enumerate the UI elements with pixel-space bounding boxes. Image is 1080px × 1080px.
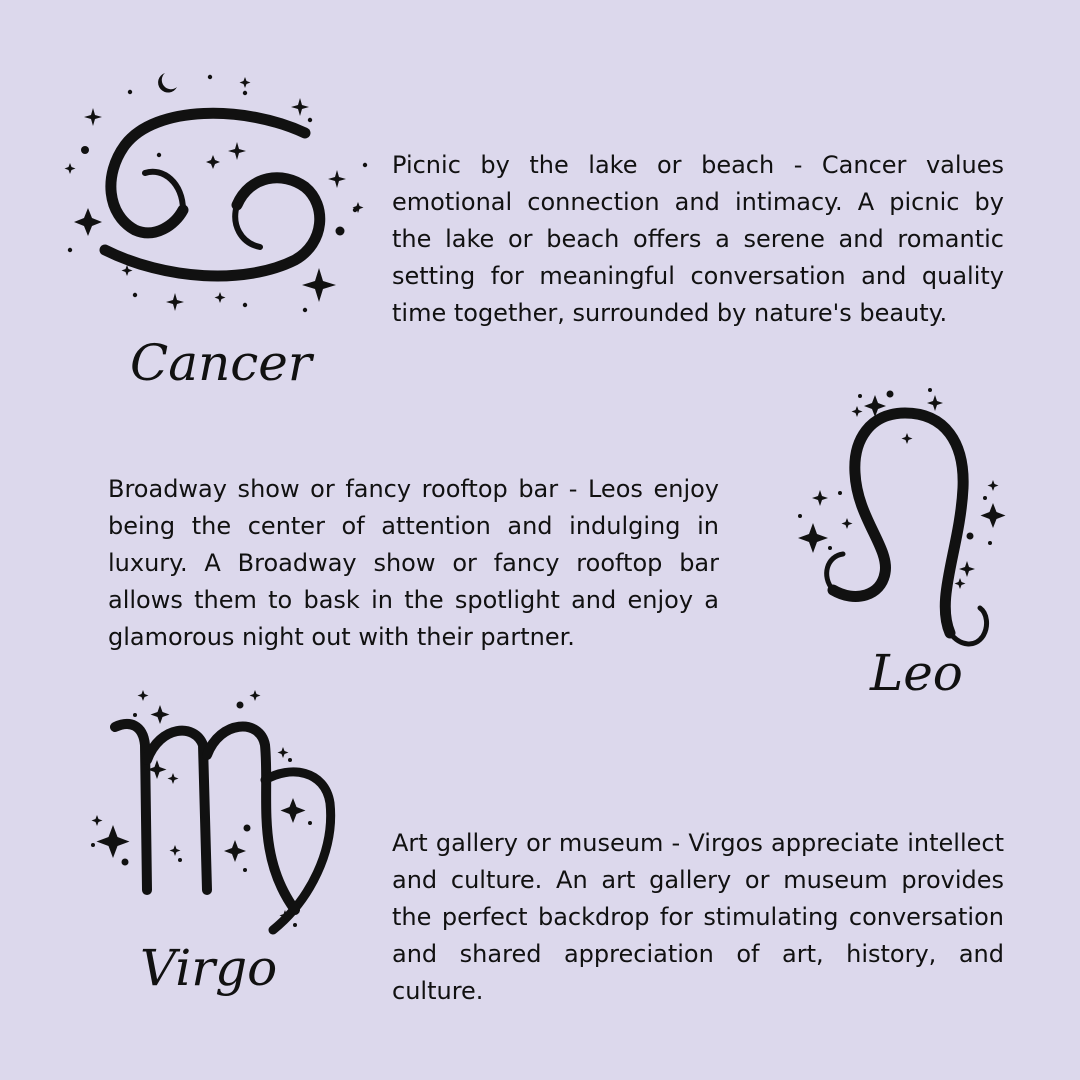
virgo-sign-name: Virgo (140, 939, 278, 997)
leo-date-idea-text: Broadway show or fancy rooftop bar - Leos enjoy being the center of attention and indulging in luxury. A Broadway show or fancy rooftop bar allows them to bask in the spotlight and enjoy a glamorous night out with their partner. (108, 475, 719, 651)
cancer-date-idea-text: Picnic by the lake or beach - Cancer values emotional connection and intimacy. A picnic by the lake or beach offers a serene and romantic setting for meaningful conversation and quality time together, surrounded by nature's beauty. (392, 151, 1004, 327)
cancer-sign-name: Cancer (130, 334, 312, 392)
cancer-symbol-icon (55, 65, 375, 395)
leo-sign-name: Leo (870, 644, 963, 702)
leo-symbol-icon (785, 378, 1015, 703)
virgo-date-idea-text: Art gallery or museum - Virgos appreciate intellect and culture. An art gallery or museum provides the perfect backdrop for stimulating conversation and shared appreciation of art, history, and culture. (392, 829, 1004, 1005)
virgo-symbol-icon (85, 685, 365, 1025)
